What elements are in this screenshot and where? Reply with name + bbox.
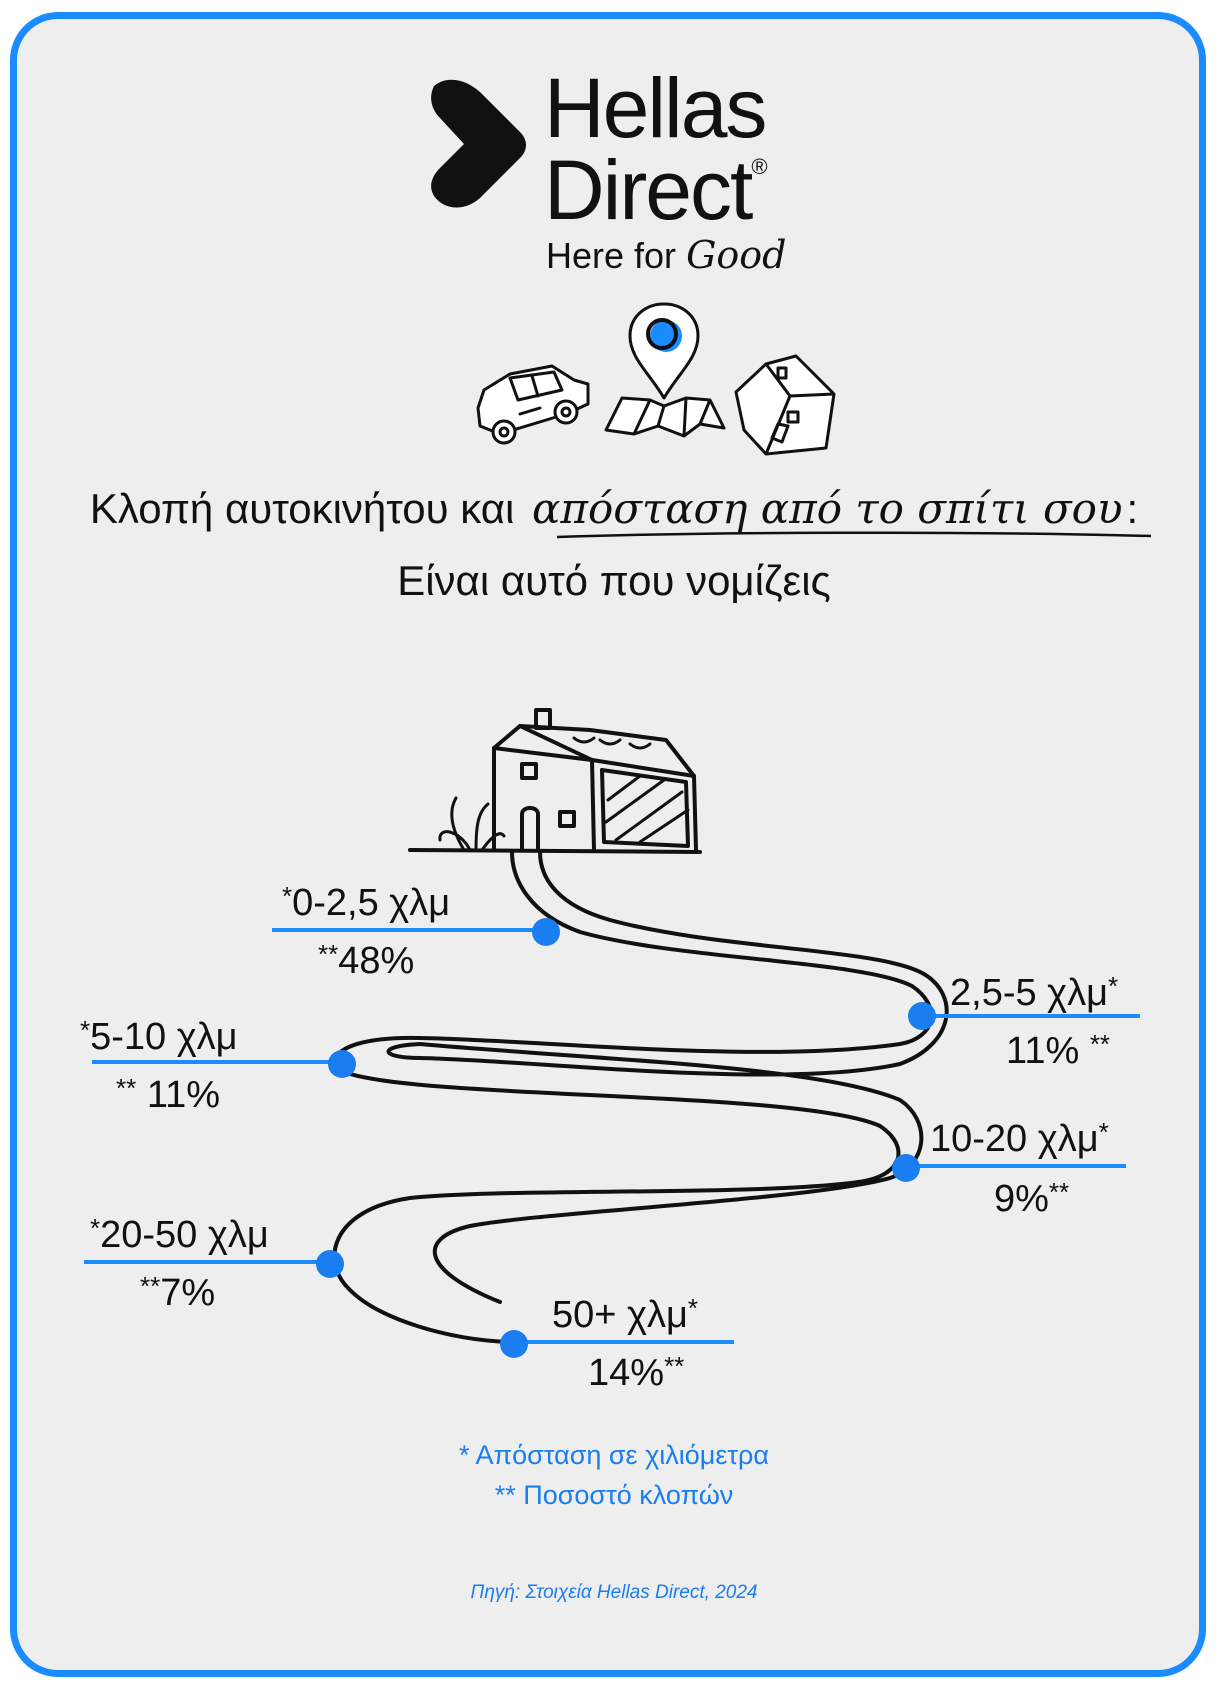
brand-name-direct: Direct <box>544 143 752 237</box>
distance-value: 50+ χλμ <box>552 1294 688 1336</box>
share-label-2 <box>1006 1029 1111 1072</box>
share-label-3 <box>116 1073 221 1116</box>
asterisk: * <box>80 1015 91 1045</box>
distance-marker-1 <box>532 918 560 946</box>
share-value: 48% <box>338 940 415 982</box>
distance-marker-6 <box>500 1330 528 1358</box>
distance-value: 0-2,5 χλμ <box>292 882 451 924</box>
double-asterisk: ** <box>664 1351 685 1381</box>
headline-prefix: Κλοπή αυτοκινήτου και <box>89 485 515 532</box>
distance-marker-5 <box>316 1250 344 1278</box>
double-asterisk: ** <box>318 939 339 969</box>
legend-share: ** Ποσοστό κλοπών <box>494 1480 734 1510</box>
asterisk: * <box>687 1293 698 1323</box>
share-value: 14% <box>588 1352 665 1394</box>
distance-label-2 <box>950 971 1119 1014</box>
distance-label-5 <box>90 1213 269 1256</box>
asterisk: * <box>1108 971 1119 1001</box>
asterisk: * <box>1098 1117 1109 1147</box>
distance-value: 5-10 χλμ <box>90 1016 238 1058</box>
headline-line2: Είναι αυτό που νομίζεις <box>397 557 831 604</box>
double-asterisk: ** <box>1048 1177 1070 1207</box>
legend-distance: * Απόσταση σε χιλιόμετρα <box>458 1440 770 1470</box>
headline-colon: : <box>1126 485 1139 532</box>
share-value: 11% <box>146 1074 221 1116</box>
asterisk: * <box>282 881 293 911</box>
distance-label-3 <box>80 1015 238 1058</box>
distance-label-4 <box>930 1117 1109 1160</box>
tagline-prefix: Here for <box>546 235 677 276</box>
asterisk: * <box>90 1213 101 1243</box>
distance-marker-3 <box>328 1050 356 1078</box>
tagline-script: Good <box>686 233 787 277</box>
distance-value: 10-20 χλμ <box>930 1118 1099 1160</box>
double-asterisk: ** <box>140 1271 161 1301</box>
distance-value: 20-50 χλμ <box>100 1214 269 1256</box>
share-label-4 <box>994 1177 1070 1220</box>
share-value: 11% <box>1006 1030 1080 1072</box>
distance-value: 2,5-5 χλμ <box>950 972 1109 1014</box>
registered-mark: ® <box>751 154 766 179</box>
share-value: 7% <box>160 1272 216 1314</box>
distance-marker-4 <box>892 1154 920 1182</box>
share-value: 9% <box>994 1178 1049 1220</box>
double-asterisk: ** <box>1089 1029 1111 1059</box>
distance-label-1 <box>282 881 451 924</box>
share-label-6 <box>588 1351 685 1394</box>
source-note: Πηγή: Στοιχεία Hellas Direct, 2024 <box>470 1582 758 1603</box>
share-label-5 <box>140 1271 216 1314</box>
double-asterisk: ** <box>116 1073 137 1103</box>
distance-marker-2 <box>908 1002 936 1030</box>
distance-label-6 <box>552 1293 698 1336</box>
share-label-1 <box>318 939 415 982</box>
headline-handwritten-text: απόσταση από το σπίτι σου <box>532 484 1123 533</box>
brand-name-line1: Hellas <box>544 61 766 155</box>
